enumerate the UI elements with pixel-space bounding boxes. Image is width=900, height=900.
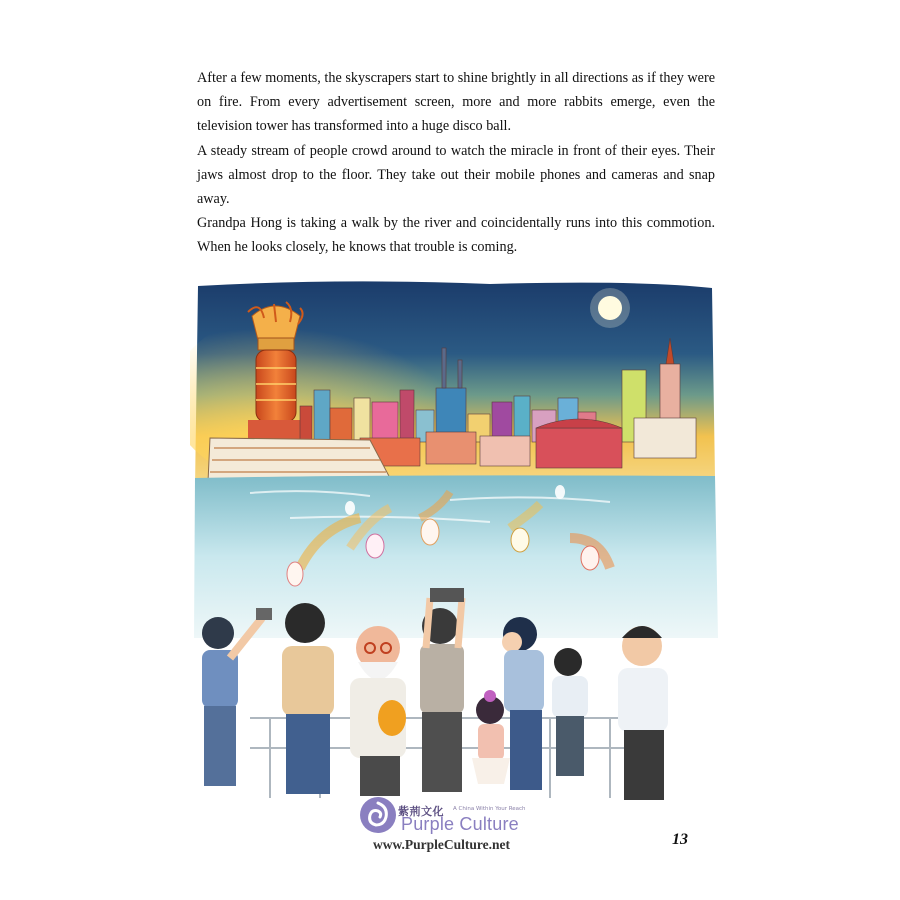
city-night-illustration	[190, 278, 720, 808]
purple-culture-logo-icon	[358, 795, 398, 835]
watermark-tagline: A China Within Your Reach	[453, 806, 526, 812]
page-number: 13	[672, 831, 688, 848]
story-text	[197, 66, 715, 260]
purple-culture-watermark	[358, 795, 558, 855]
watermark-brand: Purple Culture	[401, 814, 519, 834]
watermark-chinese-name: 紫荊文化	[398, 805, 444, 818]
watermark-url: www.PurpleCulture.net	[373, 837, 510, 852]
ferry	[208, 438, 390, 482]
paragraph-2: A steady stream of people crowd around to watch the miracle in front of their eyes. Their jaws almost drop to the floor. They take out their mobile phones and cameras and snap away.	[197, 142, 715, 208]
paragraph-1: After a few moments, the skyscrapers start to shine brightly in all directions as if they were on fire. From every advertisement screen, more and more rabbits emerge, even the television tower has transformed into a huge disco ball.	[197, 70, 715, 135]
paragraph-3: Grandpa Hong is taking a walk by the river and coincidentally runs into this commotion. When he looks closely, he knows that trouble is coming.	[197, 215, 715, 256]
